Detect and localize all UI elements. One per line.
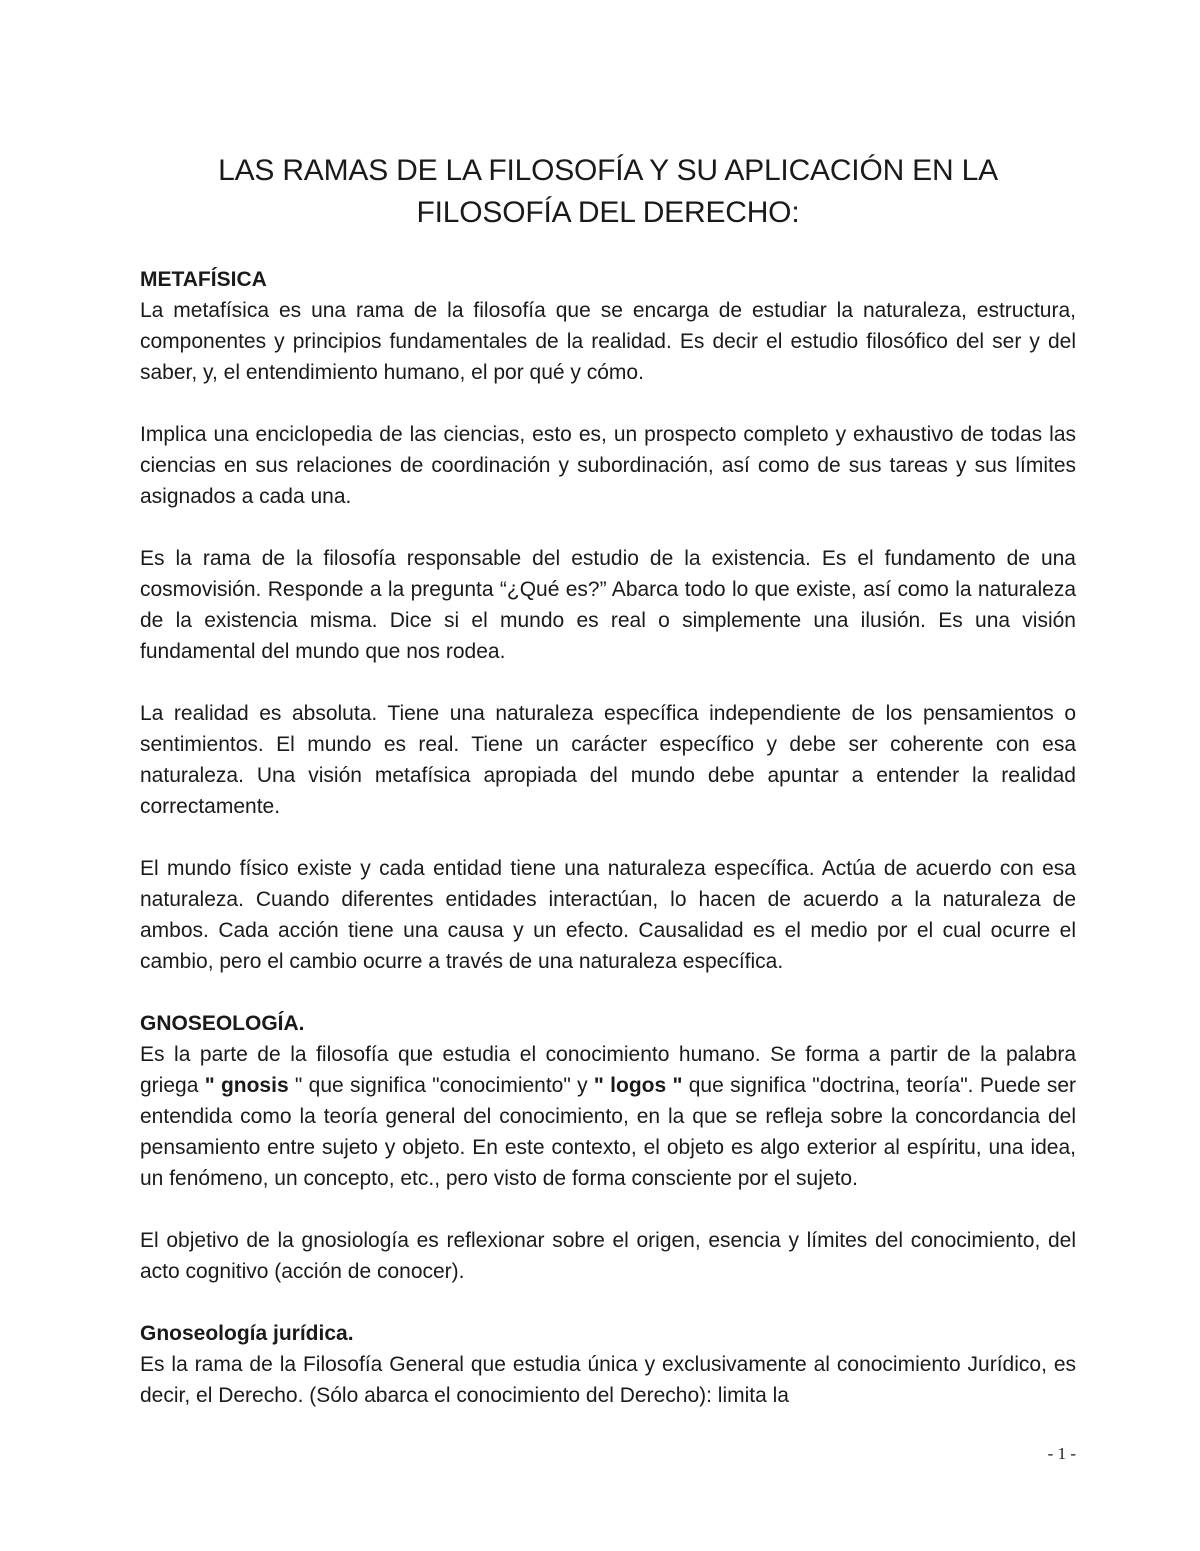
paragraph	[140, 1039, 1076, 1194]
page-number: - 1 -	[1047, 1444, 1076, 1463]
document-page	[140, 150, 1076, 1411]
section-heading-gnoseologia-juridica: Gnoseología jurídica.	[140, 1322, 354, 1345]
paragraph: La realidad es absoluta. Tiene una naturaleza específica independiente de los pensamientos o sentimientos. El mundo es real. Tiene un carácter específico y debe ser coherente con esa naturaleza. Una visión metafísica apropiada del mundo debe apuntar a entender la realidad correctamente.	[140, 702, 1076, 818]
paragraph: El mundo físico existe y cada entidad tiene una naturaleza específica. Actúa de acuerdo con esa naturaleza. Cuando diferentes entidades interactúan, lo hacen de acuerdo a la naturaleza de ambos. Cada acción tiene una causa y un efecto. Causalidad es el medio por el cual ocurre el cambio, pero el cambio ocurre a través de una naturaleza específica.	[140, 857, 1076, 973]
paragraph: El objetivo de la gnosiología es reflexionar sobre el origen, esencia y límites del conocimiento, del acto cognitivo (acción de conocer).	[140, 1229, 1076, 1283]
text-run: Es la parte de la filosofía que estudia el conocimiento humano. Se forma a partir de la palabra griega	[140, 1043, 1076, 1097]
paragraph: La metafísica es una rama de la filosofía que se encarga de estudiar la naturaleza, estructura, componentes y principios fundamentales de la realidad. Es decir el estudio filosófico del ser y del saber, y, el entendimiento humano, el por qué y cómo.	[140, 299, 1076, 384]
title-line-2: FILOSOFÍA DEL DERECHO:	[416, 196, 800, 229]
text-run: que significa "doctrina, teoría". Puede ser entendida como la teoría general del conocimiento, en la que se refleja sobre la concordancia del pensamiento entre sujeto y objeto. En este contexto, el objeto es algo exterior al espíritu, una idea, un fenómeno, un concepto, etc., pero visto de forma consciente por el sujeto.	[140, 1074, 1077, 1190]
bold-term-logos: " logos "	[593, 1074, 683, 1097]
text-run: " que significa "conocimiento" y	[288, 1074, 594, 1097]
document-title	[140, 150, 1076, 234]
section-heading-metafisica: METAFÍSICA	[140, 268, 267, 291]
title-line-1: LAS RAMAS DE LA FILOSOFÍA Y SU APLICACIÓN EN LA	[218, 154, 998, 187]
section-heading-gnoseologia: GNOSEOLOGÍA.	[140, 1012, 305, 1035]
bold-term-gnosis: " gnosis	[204, 1074, 289, 1097]
paragraph: Es la rama de la filosofía responsable del estudio de la existencia. Es el fundamento de una cosmovisión. Responde a la pregunta “¿Qué es?” Abarca todo lo que existe, así como la naturaleza de la existencia misma. Dice si el mundo es real o simplemente una ilusión. Es una visión fundamental del mundo que nos rodea.	[140, 547, 1076, 663]
paragraph: Es la rama de la Filosofía General que estudia única y exclusivamente al conocimiento Jurídico, es decir, el Derecho. (Sólo abarca el conocimiento del Derecho): limita la	[140, 1353, 1076, 1407]
paragraph: Implica una enciclopedia de las ciencias, esto es, un prospecto completo y exhaustivo de todas las ciencias en sus relaciones de coordinación y subordinación, así como de sus tareas y sus límites asignados a cada una.	[140, 423, 1076, 508]
